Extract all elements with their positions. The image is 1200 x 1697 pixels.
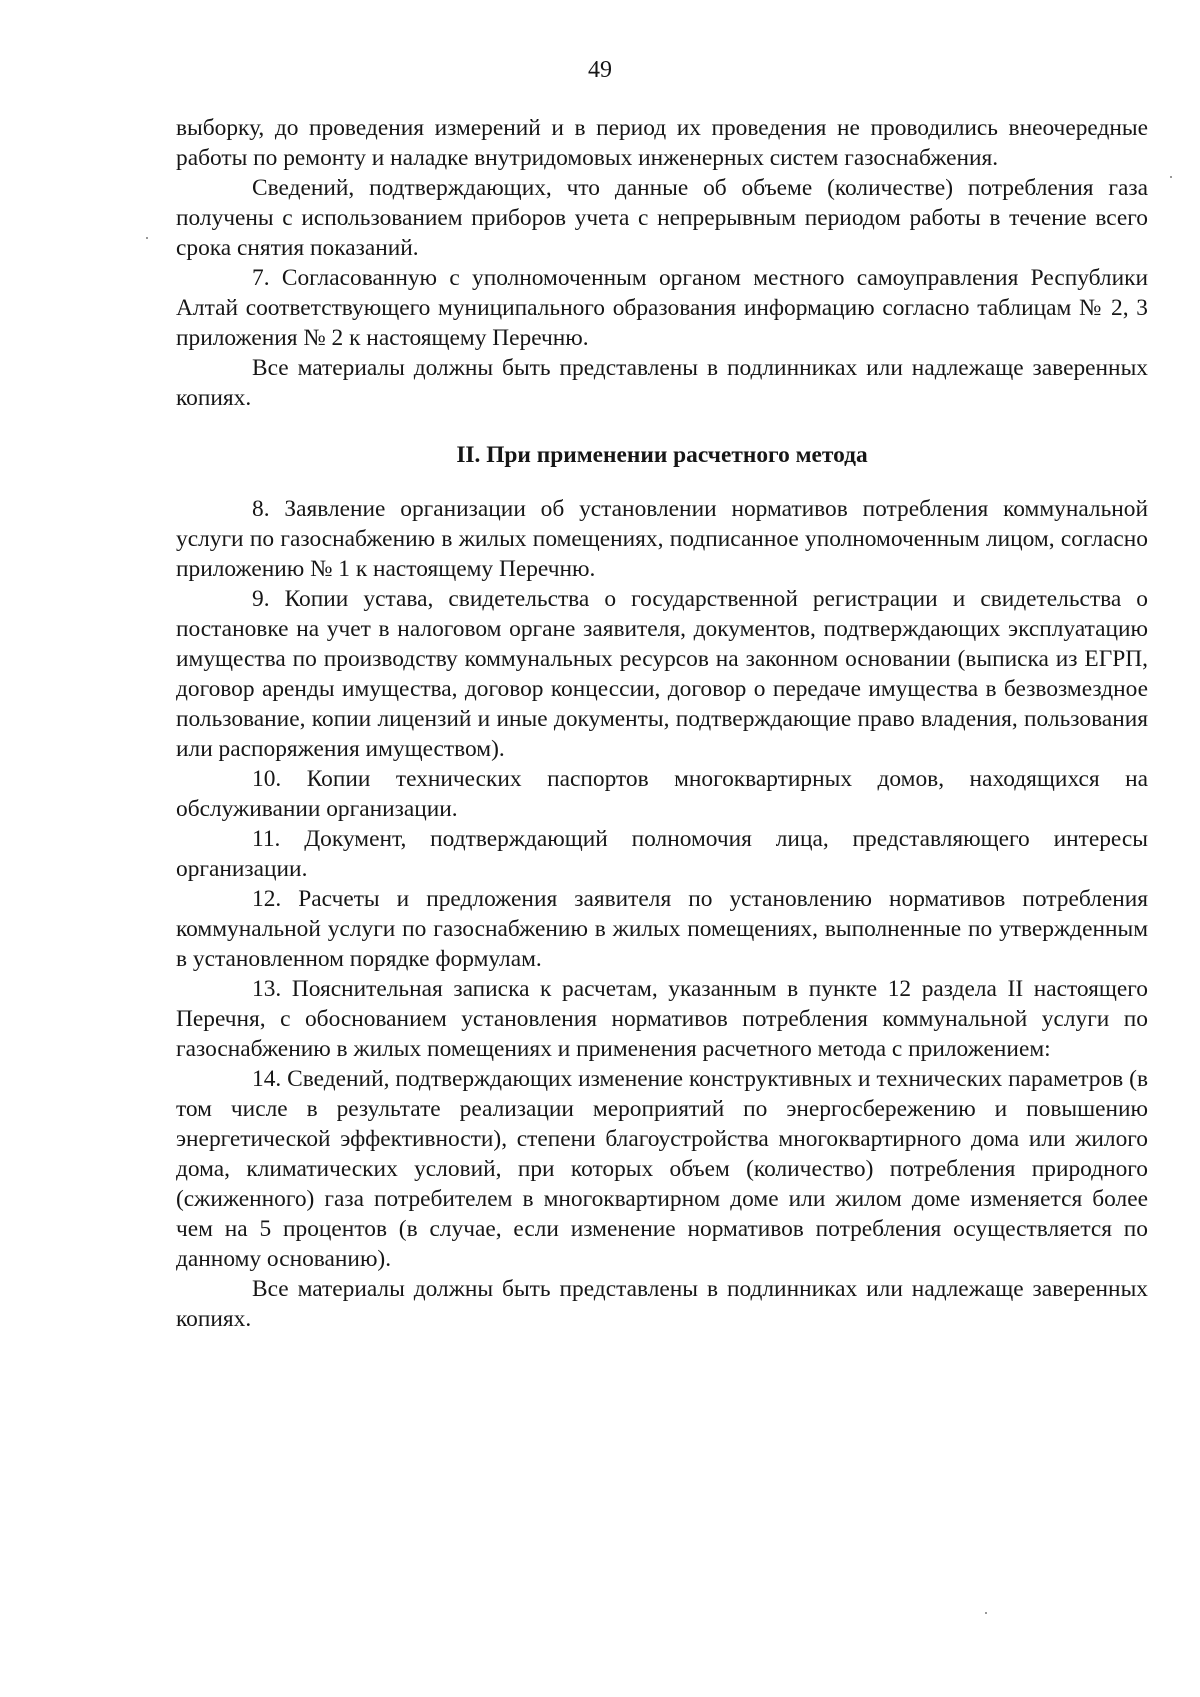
paragraph-continuation: выборку, до проведения измерений и в период их проведения не проводились внеочередные работы по ремонту и наладке внутридомовых инженерных систем газоснабжения. [176,115,1148,171]
paragraph-materials-note-1: Все материалы должны быть представлены в подлинниках или надлежаще заверенных копиях. [176,355,1148,411]
paragraph-item-14: 14. Сведений, подтверждающих изменение конструктивных и технических параметров (в том числе в результате реализации мероприятий по энергосбережению и повышению энергетической эффективности), степени благоустройства многоквартирного дома или жилого дома, климатических условий, при которых объем (количество) потребления природного (сжиженного) газа потребителем в многоквартирном доме или жилом доме изменяется более чем на 5 процентов (в случае, если изменение нормативов потребления осуществляется по данному основанию). [176,1066,1148,1272]
paragraph-item-10: 10. Копии технических паспортов многоквартирных домов, находящихся на обслуживании организации. [176,766,1148,822]
scan-speck [146,237,148,239]
paragraph-item-9: 9. Копии устава, свидетельства о государственной регистрации и свидетельства о постановке на учет в налоговом органе заявителя, документов, подтверждающих эксплуатацию имущества по производству коммунальных ресурсов на законном основании (выписка из ЕГРП, договор аренды имущества, договор концессии, договор о передаче имущества в безвозмездное пользование, копии лицензий и иные документы, подтверждающие право владения, пользования или распоряжения имуществом). [176,586,1148,762]
paragraph-item-7: 7. Согласованную с уполномоченным органом местного самоуправления Республики Алтай соответствующего муниципального образования информацию согласно таблицам № 2, 3 приложения № 2 к настоящему Перечню. [176,265,1148,351]
scan-speck [985,1612,987,1614]
paragraph-meter-data: Сведений, подтверждающих, что данные об объеме (количестве) потребления газа получены с использованием приборов учета с непрерывным периодом работы в течение всего срока снятия показаний. [176,175,1148,261]
scan-speck [1170,176,1172,178]
page-number: 49 [588,57,612,83]
paragraph-item-8: 8. Заявление организации об установлении нормативов потребления коммунальной услуги по газоснабжению в жилых помещениях, подписанное уполномоченным лицом, согласно приложению № 1 к настоящему Перечню. [176,496,1148,582]
paragraph-item-12: 12. Расчеты и предложения заявителя по установлению нормативов потребления коммунальной услуги по газоснабжению в жилых помещениях, выполненные по утвержденным в установленном порядке формулам. [176,886,1148,972]
paragraph-materials-note-2: Все материалы должны быть представлены в подлинниках или надлежаще заверенных копиях. [176,1276,1148,1332]
section-heading: II. При применении расчетного метода [456,442,868,468]
document-body [176,113,1148,1334]
paragraph-item-11: 11. Документ, подтверждающий полномочия лица, представляющего интересы организации. [176,826,1148,882]
paragraph-item-13: 13. Пояснительная записка к расчетам, указанным в пункте 12 раздела II настоящего Перечня, с обоснованием установления нормативов потребления коммунальной услуги по газоснабжению в жилых помещениях и применения расчетного метода с приложением: [176,976,1148,1062]
